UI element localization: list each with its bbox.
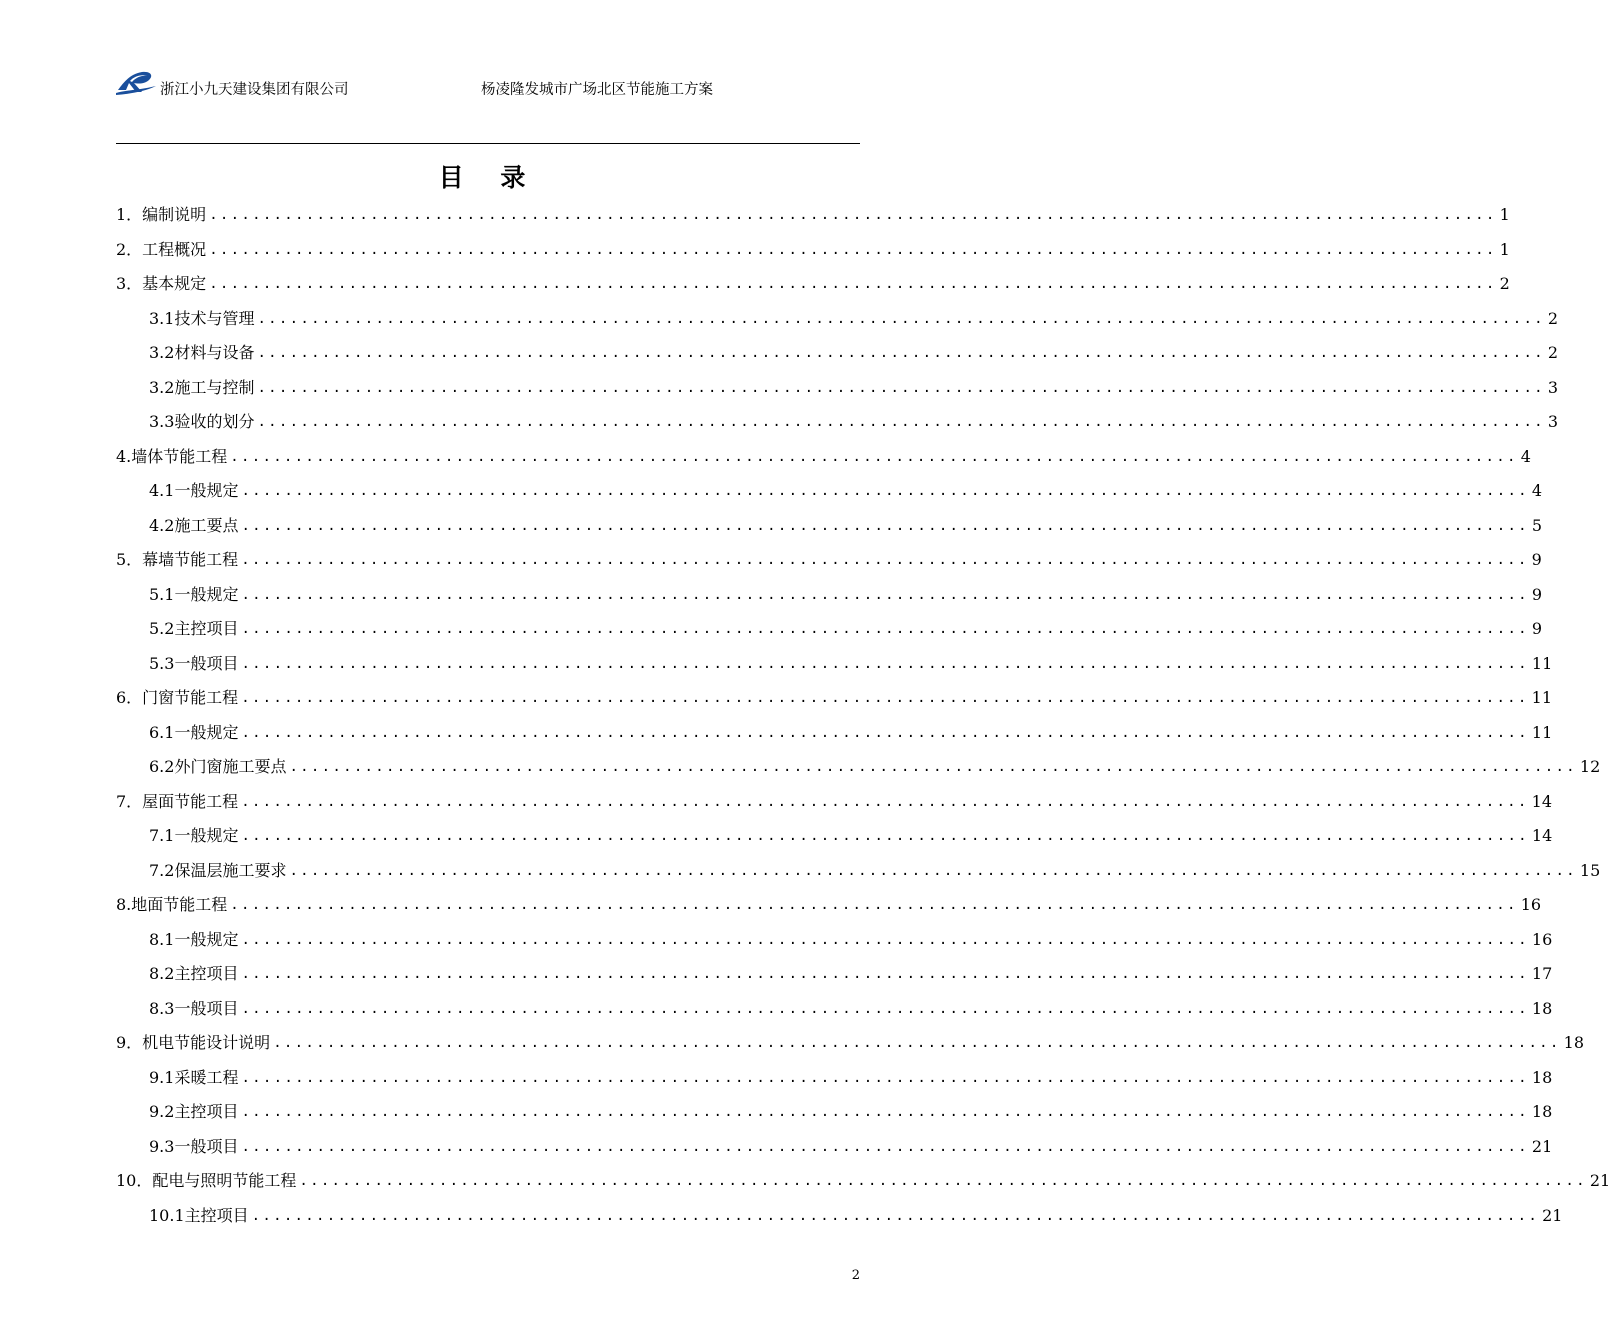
toc-leader-dots: ........................................................................................................................ [241,1069,1529,1086]
toc-leader-dots: ........................................................................................................................ [289,862,1577,879]
toc-entry-page: 21 [1542,1205,1563,1225]
toc-entry[interactable] [116,1199,1563,1234]
toc-entry-page: 16 [1531,929,1553,949]
toc-leader-dots: ........................................................................................................................ [241,966,1529,983]
toc-entry[interactable] [116,854,1601,889]
toc-entry[interactable] [116,716,1553,751]
toc-entry-label: 3.1技术与管理 [149,308,255,328]
toc-entry[interactable] [116,371,1559,406]
toc-entry[interactable] [116,474,1543,509]
toc-entry-page: 2 [1547,308,1559,328]
toc-entry-page: 21 [1589,1171,1610,1191]
page-number: 2 [851,1268,860,1283]
toc-entry-page: 18 [1531,1102,1553,1122]
toc-entry-page: 11 [1531,653,1553,673]
toc-entry-page: 4 [1531,481,1543,501]
toc-entry[interactable] [116,509,1543,544]
toc-entry-label: 7.1一般规定 [149,826,239,846]
toc-entry-page: 3 [1547,412,1559,432]
toc-entry[interactable] [116,440,1531,475]
toc-entry[interactable] [116,612,1543,647]
toc-entry-label: 6.1一般规定 [149,722,239,742]
toc-entry[interactable] [116,923,1553,958]
toc-entry-page: 3 [1547,377,1559,397]
toc-entry-label: 3．基本规定 [116,274,207,294]
header-divider [116,143,860,144]
toc-entry[interactable] [116,1061,1553,1096]
toc-entry-label: 10.1主控项目 [149,1205,249,1225]
toc-entry-label: 3.3验收的划分 [149,412,255,432]
toc-entry-label: 8.地面节能工程 [116,895,228,915]
toc-entry-page: 14 [1531,826,1553,846]
toc-leader-dots: ........................................................................................................................ [230,897,1518,914]
toc-entry-label: 9．机电节能设计说明 [116,1033,271,1053]
toc-entry-label: 4.2施工要点 [149,515,239,535]
toc-entry-label: 7.2保温层施工要求 [149,860,287,880]
toc-entry-label: 2．工程概况 [116,239,207,259]
toc-entry-page: 17 [1531,964,1553,984]
toc-leader-dots: ........................................................................................................................ [241,1000,1529,1017]
toc-entry-page: 11 [1531,688,1552,708]
toc-entry-page: 5 [1531,515,1543,535]
toc-entry[interactable] [116,750,1601,785]
toc-entry-label: 5．幕墙节能工程 [116,550,239,570]
toc-entry-label: 5.1一般规定 [149,584,239,604]
toc-entry[interactable] [116,336,1559,371]
toc-leader-dots: ........................................................................................................................ [273,1035,1561,1052]
toc-entry-page: 9 [1531,619,1543,639]
toc-entry-label: 8.2主控项目 [149,964,239,984]
toc-entry-label: 9.1采暖工程 [149,1067,239,1087]
toc-entry-label: 7．屋面节能工程 [116,791,239,811]
toc-entry-label: 8.3一般项目 [149,998,239,1018]
page-header [116,66,860,106]
toc-entry-label: 3.2施工与控制 [149,377,255,397]
toc-leader-dots: ........................................................................................................................ [241,724,1529,741]
toc-entry-label: 4.墙体节能工程 [116,446,228,466]
toc-entry-label: 4.1一般规定 [149,481,239,501]
toc-leader-dots: ........................................................................................................................ [241,517,1529,534]
toc-entry[interactable] [116,267,1510,302]
toc-entry-page: 12 [1579,757,1601,777]
toc-entry-label: 3.2材料与设备 [149,343,255,363]
toc-entry-label: 6．门窗节能工程 [116,688,239,708]
toc-entry[interactable] [116,1130,1553,1165]
company-logo-icon [116,68,158,96]
toc-entry-label: 5.2主控项目 [149,619,239,639]
toc-entry[interactable] [116,198,1510,233]
toc-leader-dots: ........................................................................................................................ [257,414,1545,431]
toc-entry-page: 18 [1531,1067,1553,1087]
toc-leader-dots: ........................................................................................................................ [241,483,1529,500]
toc-entry-page: 4 [1520,446,1531,466]
toc-entry-page: 2 [1547,343,1559,363]
toc-leader-dots: ........................................................................................................................ [241,793,1529,810]
toc-entry-label: 10．配电与照明节能工程 [116,1171,297,1191]
toc-leader-dots: ........................................................................................................................ [257,310,1545,327]
toc-leader-dots: ........................................................................................................................ [209,241,1497,258]
toc-leader-dots: ........................................................................................................................ [241,552,1529,569]
toc-leader-dots: ........................................................................................................................ [257,379,1545,396]
toc-entry[interactable] [116,1026,1584,1061]
toc-entry[interactable] [116,1164,1610,1199]
toc-leader-dots: ........................................................................................................................ [241,1138,1529,1155]
toc-entry-page: 15 [1579,860,1601,880]
toc-entry-label: 6.2外门窗施工要点 [149,757,287,777]
toc-entry-label: 5.3一般项目 [149,653,239,673]
toc-leader-dots: ........................................................................................................................ [241,621,1529,638]
toc-entry[interactable] [116,681,1552,716]
project-title: 杨凌隆发城市广场北区节能施工方案 [481,82,713,98]
toc-leader-dots: ........................................................................................................................ [289,759,1577,776]
toc-entry-page: 18 [1531,998,1553,1018]
table-of-contents [116,198,1610,1233]
toc-entry-label: 9.2主控项目 [149,1102,239,1122]
toc-leader-dots: ........................................................................................................................ [209,207,1497,224]
toc-leader-dots: ........................................................................................................................ [241,1104,1529,1121]
toc-entry-page: 9 [1531,550,1542,570]
toc-entry-page: 11 [1531,722,1553,742]
toc-entry[interactable] [116,1095,1553,1130]
toc-leader-dots: ........................................................................................................................ [241,931,1529,948]
toc-title: 目 录 [438,163,540,192]
toc-entry-page: 1 [1499,205,1510,225]
toc-entry-page: 14 [1531,791,1552,811]
toc-leader-dots: ........................................................................................................................ [241,655,1529,672]
toc-entry[interactable] [116,957,1553,992]
toc-entry-page: 16 [1520,895,1542,915]
toc-entry-page: 9 [1531,584,1543,604]
toc-entry-page: 21 [1531,1136,1553,1156]
toc-leader-dots: ........................................................................................................................ [209,276,1497,293]
company-name: 浙江小九天建设集团有限公司 [160,82,349,98]
toc-entry[interactable] [116,785,1552,820]
toc-entry[interactable] [116,819,1553,854]
toc-leader-dots: ........................................................................................................................ [241,828,1529,845]
toc-entry[interactable] [116,302,1559,337]
toc-entry[interactable] [116,543,1542,578]
toc-entry-page: 2 [1499,274,1510,294]
toc-leader-dots: ........................................................................................................................ [257,345,1545,362]
toc-entry-label: 8.1一般规定 [149,929,239,949]
toc-entry-page: 18 [1563,1033,1584,1053]
toc-entry-page: 1 [1499,239,1510,259]
toc-leader-dots: ........................................................................................................................ [241,690,1529,707]
toc-entry-label: 9.3一般项目 [149,1136,239,1156]
toc-leader-dots: ........................................................................................................................ [241,586,1529,603]
toc-entry[interactable] [116,647,1553,682]
toc-entry[interactable] [116,578,1543,613]
toc-leader-dots: ........................................................................................................................ [230,448,1518,465]
toc-leader-dots: ........................................................................................................................ [251,1207,1540,1224]
toc-entry[interactable] [116,992,1553,1027]
toc-entry-label: 1．编制说明 [116,205,207,225]
toc-entry[interactable] [116,888,1542,923]
toc-entry[interactable] [116,405,1559,440]
toc-entry[interactable] [116,233,1510,268]
toc-leader-dots: ........................................................................................................................ [299,1173,1587,1190]
